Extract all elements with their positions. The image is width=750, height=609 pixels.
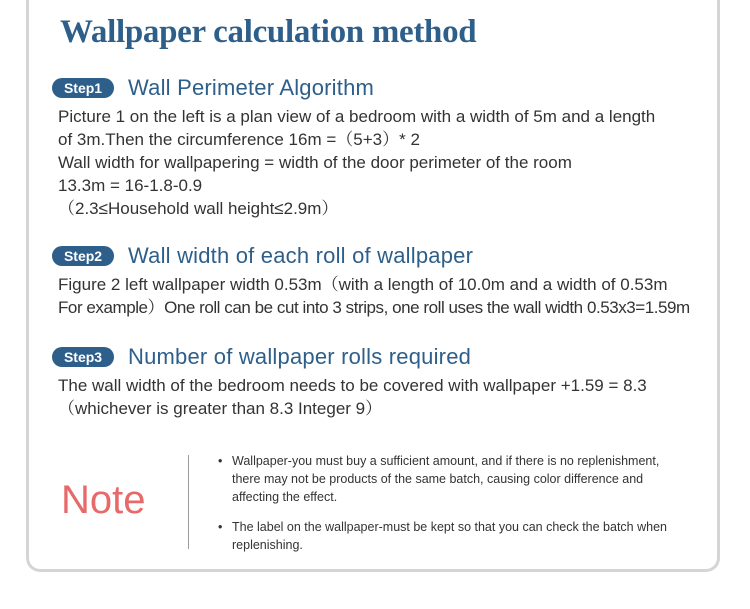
- note-label: Note: [61, 478, 146, 522]
- step-1-line-1: Picture 1 on the left is a plan view of a bedroom with a width of 5m and a length: [58, 107, 656, 126]
- step-1-header: [52, 75, 712, 101]
- step-3-section: [52, 344, 712, 420]
- step-3-line-2: （whichever is greater than 8.3 Integer 9）: [58, 399, 383, 418]
- step-2-header: [52, 243, 712, 269]
- step-1-section: [52, 75, 712, 220]
- step-1-line-4: 13.3m = 16-1.8-0.9: [58, 176, 203, 195]
- step-1-title: Wall Perimeter Algorithm: [128, 75, 375, 100]
- note-item-text: The label on the wallpaper-must be kept so that you can check the batch when replenishing.: [232, 520, 667, 552]
- step-3-badge: Step3: [52, 347, 114, 367]
- bullet-icon: •: [218, 454, 223, 468]
- step-3-title: Number of wallpaper rolls required: [128, 344, 472, 369]
- step-2-section: [52, 243, 712, 319]
- page-title: Wallpaper calculation method: [60, 14, 477, 50]
- step-3-header: [52, 344, 712, 370]
- step-3-body: [58, 374, 712, 420]
- step-2-body: [58, 273, 712, 319]
- step-2-line-1: Figure 2 left wallpaper width 0.53m（with a length of 10.0m and a width of 0.53m: [58, 275, 668, 294]
- step-1-badge: Step1: [52, 78, 114, 98]
- step-1-line-5: （2.3≤Household wall height≤2.9m）: [58, 199, 339, 218]
- step-2-title: Wall width of each roll of wallpaper: [128, 243, 474, 268]
- step-1-line-2: of 3m.Then the circumference 16m =（5+3）* 2: [58, 130, 420, 149]
- note-item-text: Wallpaper-you must buy a sufficient amount, and if there is no replenishment, there may not be products of the same batch, causing color difference and affecting the effect.: [232, 454, 660, 504]
- note-divider: [188, 455, 189, 549]
- bullet-icon: •: [218, 520, 223, 534]
- note-list: [218, 452, 668, 566]
- step-1-line-3: Wall width for wallpapering = width of the door perimeter of the room: [58, 153, 572, 172]
- step-2-badge: Step2: [52, 246, 114, 266]
- step-3-line-1: The wall width of the bedroom needs to be covered with wallpaper +1.59 = 8.3: [58, 376, 647, 395]
- step-1-body: [58, 105, 712, 220]
- note-item: [218, 518, 668, 554]
- note-item: [218, 452, 668, 506]
- step-2-line-2: For example）One roll can be cut into 3 strips, one roll uses the wall width 0.53x3=1.59m: [58, 298, 690, 317]
